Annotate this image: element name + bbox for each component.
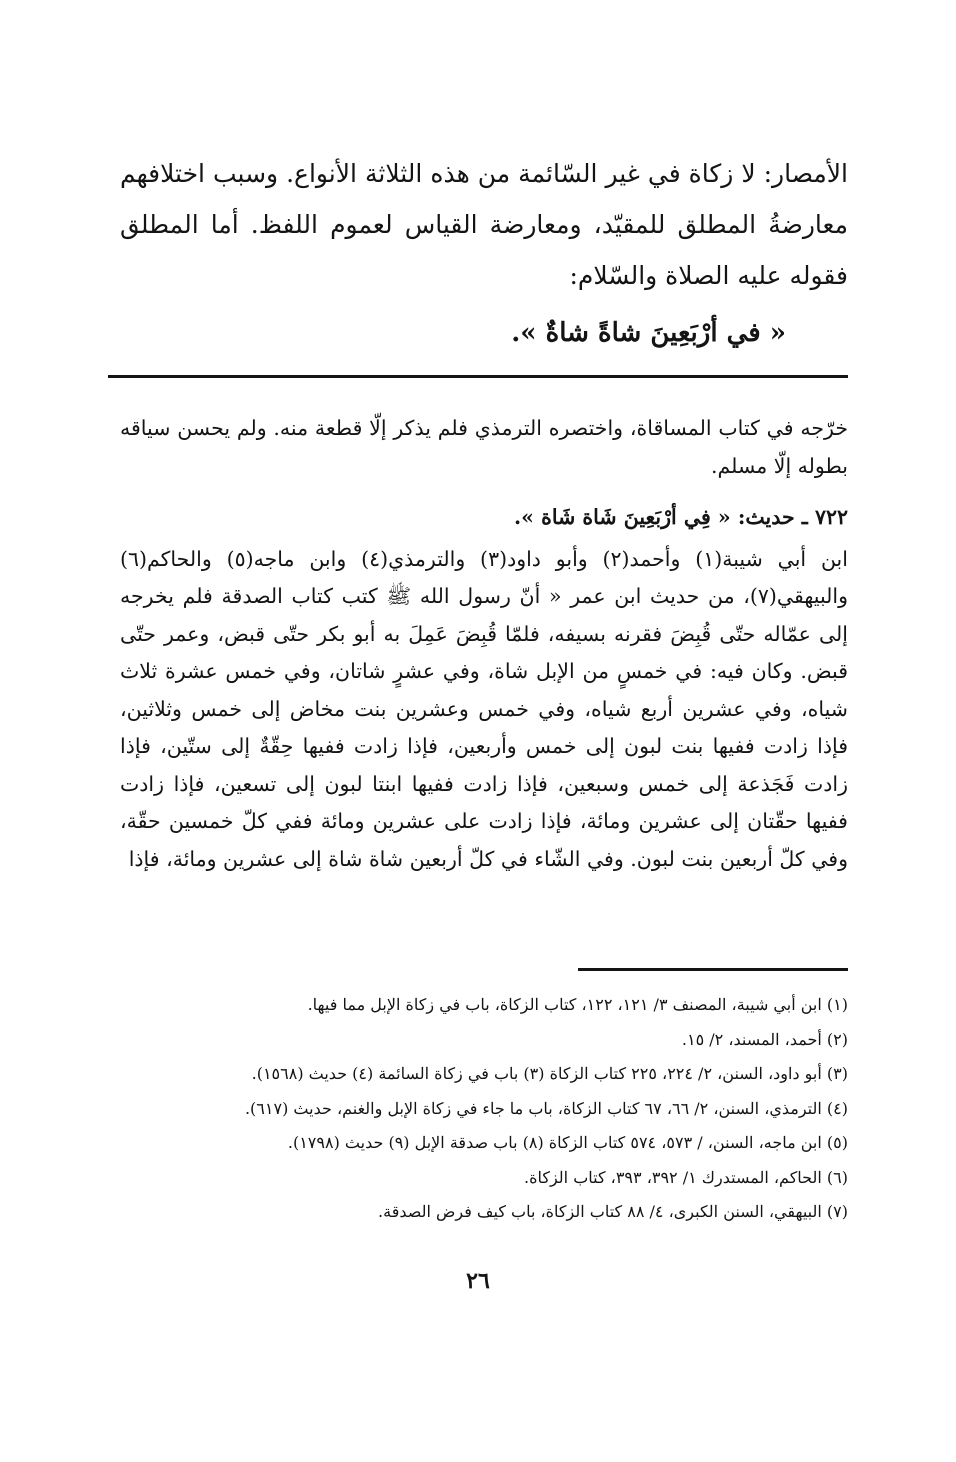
- hadith-quote: « في أرْبَعِينَ شاةً شاةٌ ».: [511, 318, 786, 348]
- footnote-5: (٥) ابن ماجه، السنن، / ٥٧٣، ٥٧٤ كتاب الزكاة (٨) باب صدقة الإبل (٩) حديث (١٧٩٨).: [287, 1133, 848, 1152]
- section-divider: [108, 375, 848, 378]
- hadith-heading: ٧٢٢ ـ حديث: « فِي أرْبَعِينَ شَاة شَاة ».: [514, 505, 848, 529]
- footnote-7: (٧) البيهقي، السنن الكبرى، ٤/ ٨٨ كتاب الزكاة، باب كيف فرض الصدقة.: [378, 1202, 848, 1221]
- page-number: ٢٦: [466, 1268, 490, 1294]
- footnote-divider: [578, 968, 848, 971]
- footnote-1: (١) ابن أبي شيبة، المصنف ٣/ ١٢١، ١٢٢، كتاب الزكاة، باب في زكاة الإبل مما فيها.: [307, 995, 848, 1014]
- hadith-commentary-body: ابن أبي شيبة(١) وأحمد(٢) وأبو داود(٣) والترمذي(٤) وابن ماجه(٥) والحاكم(٦) والبيهقي(٧)، من حديث ابن عمر « أنّ رسول الله ﷺ كتب كتاب الصدقة فلم يخرجه إلى عمّاله حتّى قُبِضَ فقرنه بسيفه، فلمّا قُبِضَ عَمِلَ به أبو بكر حتّى قبض، وعمر حتّى قبض. وكان فيه: في خمسٍ من الإبل شاة، وفي عشرٍ شاتان، وفي خمس عشرة ثلاث شياه، وفي عشرين أربع شياه، وفي خمس وعشرين بنت مخاض إلى خمس وثلاثين، فإذا زادت ففيها بنت لبون إلى خمس وأربعين، فإذا زادت ففيها حِقّةٌ إلى ستّين، فإذا زادت فَجَذعة إلى خمس وسبعين، فإذا زادت ففيها ابنتا لبون إلى تسعين، فإذا زادت ففيها حقّتان إلى عشرين ومائة، فإذا زادت على عشرين ومائة ففي كلّ خمسين حقّة، وفي كلّ أربعين بنت لبون. وفي الشّاء في كلّ أربعين شاة شاة إلى عشرين ومائة، فإذا: [120, 546, 848, 871]
- main-paragraph: الأمصار: لا زكاة في غير السّائمة من هذه الثلاثة الأنواع. وسبب اختلافهم معارضةُ المطلق للمقيّد، ومعارضة القياس لعموم اللفظ. أما المطلق فقوله عليه الصلاة والسّلام:: [120, 159, 848, 290]
- footnote-3: (٣) أبو داود، السنن، ٢/ ٢٢٤، ٢٢٥ كتاب الزكاة (٣) باب في زكاة السائمة (٤) حديث (١٥٦٨).: [251, 1064, 848, 1083]
- footnote-6: (٦) الحاكم، المستدرك ١/ ٣٩٢، ٣٩٣، كتاب الزكاة.: [524, 1167, 848, 1187]
- footnotes: [150, 988, 848, 1230]
- footnote-2: (٢) أحمد، المسند، ٢/ ١٥.: [681, 1029, 848, 1049]
- commentary-section: [120, 410, 848, 878]
- main-text: [120, 148, 848, 301]
- footnote-4: (٤) الترمذي، السنن، ٢/ ٦٦، ٦٧ كتاب الزكاة، باب ما جاء في زكاة الإبل والغنم، حديث (٦١٧).: [244, 1098, 848, 1118]
- commentary-intro: خرّجه في كتاب المساقاة، واختصره الترمذي فلم يذكر إلّا قطعة منه. ولم يحسن سياقه بطوله إلّا مسلم.: [120, 416, 848, 478]
